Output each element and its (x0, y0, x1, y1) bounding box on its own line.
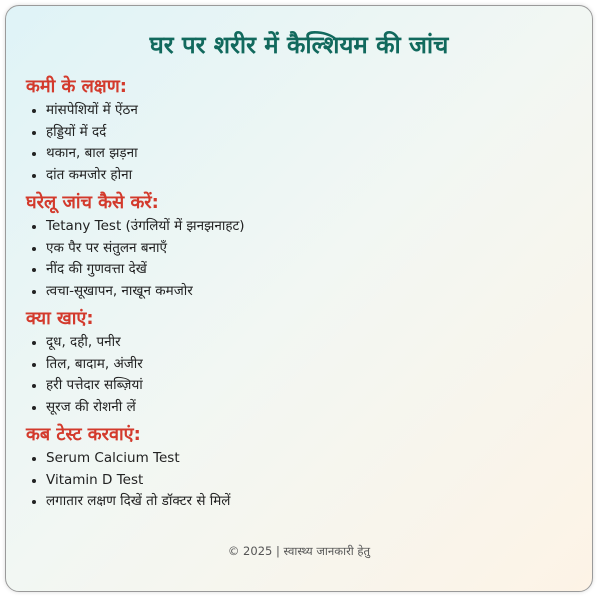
list-item: हरी पत्तेदार सब्ज़ियां (26, 375, 576, 397)
test-list (26, 448, 576, 513)
symptoms-list (26, 100, 576, 186)
info-card (5, 5, 593, 592)
list-item: लगातार लक्षण दिखें तो डॉक्टर से मिलें (26, 491, 576, 513)
list-item: एक पैर पर संतुलन बनाएँ (26, 238, 576, 260)
footer-copyright: © 2025 | स्वास्थ्य जानकारी हेतु (227, 544, 371, 558)
content (26, 74, 576, 517)
food-list (26, 332, 576, 418)
list-item: दूध, दही, पनीर (26, 332, 576, 354)
list-item: हड्डियों में दर्द (26, 122, 576, 144)
page-title: घर पर शरीर में कैल्शियम की जांच (149, 31, 449, 59)
list-item: Tetany Test (उंगलियों में झनझनाहट) (26, 216, 576, 238)
list-item: तिल, बादाम, अंजीर (26, 354, 576, 376)
list-item: Serum Calcium Test (26, 448, 576, 470)
section-heading-home-test: घरेलू जांच कैसे करें: (26, 192, 159, 213)
list-item: दांत कमजोर होना (26, 165, 576, 187)
list-item: त्वचा-सूखापन, नाखून कमजोर (26, 281, 576, 303)
section-heading-what-to-eat: क्या खाएं: (26, 308, 94, 329)
list-item: Vitamin D Test (26, 470, 576, 492)
list-item: सूरज की रोशनी लें (26, 397, 576, 419)
list-item: थकान, बाल झड़ना (26, 143, 576, 165)
section-heading-when-to-test: कब टेस्ट करवाएं: (26, 424, 141, 445)
section-heading-symptoms: कमी के लक्षण: (26, 76, 127, 97)
list-item: नींद की गुणवत्ता देखें (26, 259, 576, 281)
home-test-list (26, 216, 576, 302)
list-item: मांसपेशियों में ऐंठन (26, 100, 576, 122)
